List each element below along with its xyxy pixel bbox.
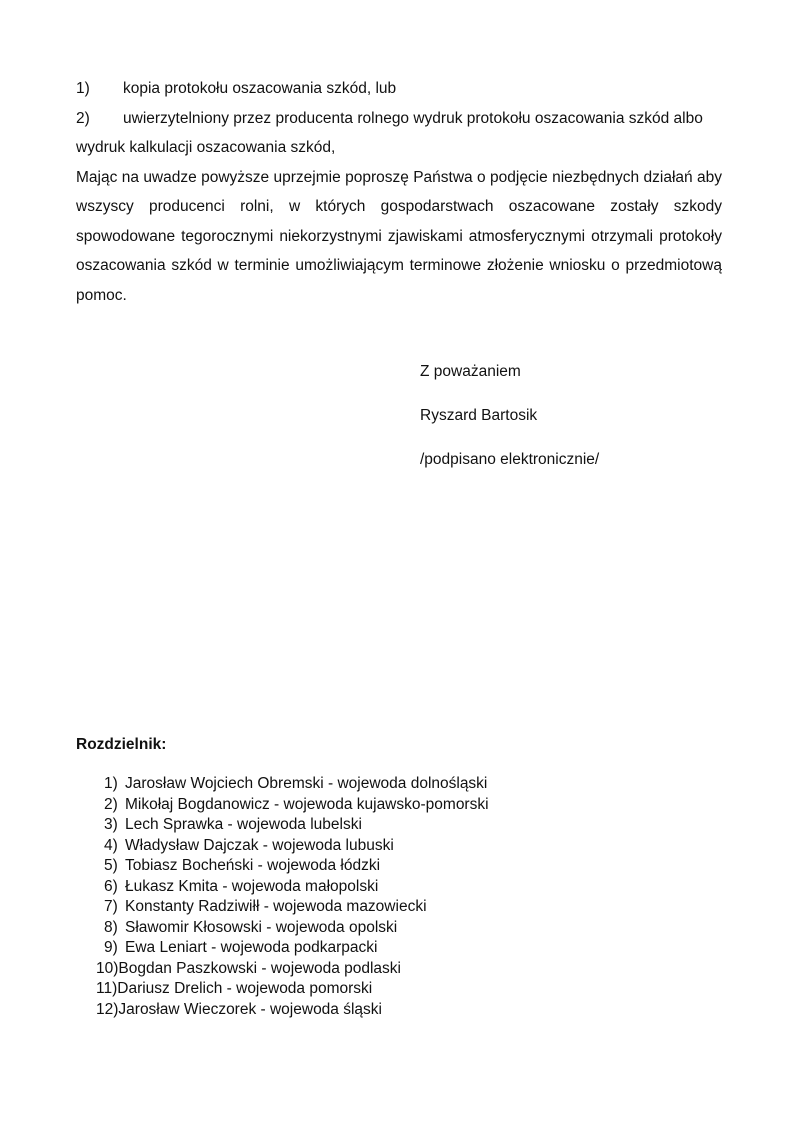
item-number: 3) (104, 816, 118, 833)
item-number: 4) (104, 836, 118, 854)
distribution-item (104, 836, 489, 857)
distribution-item (104, 897, 489, 918)
item-number: 1) (104, 775, 118, 792)
distribution-list (96, 774, 489, 1020)
item-number: 8) (104, 918, 118, 936)
item-number: 2) (104, 795, 118, 813)
item-text: Sławomir Kłosowski - wojewoda opolski (125, 918, 398, 936)
distribution-item (104, 938, 489, 959)
item-text: Bogdan Paszkowski - wojewoda podlaski (118, 959, 402, 977)
item-text: Mikołaj Bogdanowicz - wojewoda kujawsko-pomorski (125, 795, 489, 813)
signature-note: /podpisano elektronicznie/ (420, 451, 600, 468)
distribution-heading: Rozdzielnik: (76, 736, 167, 753)
item-text: Jarosław Wieczorek - wojewoda śląski (118, 1000, 382, 1018)
distribution-item (104, 918, 489, 939)
item-number: 5) (104, 857, 118, 874)
item-number: 11) (96, 980, 118, 997)
item-number: 10) (96, 959, 119, 977)
item-number: 12) (96, 1000, 119, 1018)
item-text: kopia protokołu oszacowania szkód, lub (123, 80, 397, 97)
item-number: 1) (76, 80, 90, 97)
item-text: Jarosław Wojciech Obremski - wojewoda dolnośląski (125, 775, 488, 792)
item-number: 6) (104, 877, 118, 895)
distribution-item (104, 774, 489, 795)
distribution-item (104, 815, 489, 836)
item-text: Władysław Dajczak - wojewoda lubuski (125, 836, 394, 854)
distribution-item (104, 877, 489, 898)
signatory-name: Ryszard Bartosik (420, 407, 538, 424)
item-text: uwierzytelniony przez producenta rolnego wydruk protokołu oszacowania szkód albo (123, 109, 703, 127)
item-continuation: wydruk kalkulacji oszacowania szkód, (76, 139, 336, 156)
item-number: 7) (104, 898, 118, 915)
item-text: Łukasz Kmita - wojewoda małopolski (125, 877, 379, 895)
numbered-item (76, 74, 722, 104)
item-number: 2) (76, 109, 90, 127)
item-text: Tobiasz Bocheński - wojewoda łódzki (125, 857, 381, 874)
distribution-item (104, 795, 489, 816)
distribution-item (104, 856, 489, 877)
item-text: Konstanty Radziwiłł - wojewoda mazowiecki (125, 898, 427, 915)
distribution-item (96, 1000, 489, 1021)
closing-text: Z poważaniem (420, 363, 521, 380)
main-paragraph: Mając na uwadze powyższe uprzejmie poproszę Państwa o podjęcie niezbędnych działań aby wszyscy producenci rolni, w których gospodarstwach oszacowane zostały szkody spowodowane tegorocznymi niekorzystnymi zjawiskami atmosferycznymi otrzymali protokoły oszacowania szkód w terminie umożliwiającym terminowe złożenie wniosku o przedmiotową pomoc. (76, 168, 722, 304)
distribution-item (96, 979, 489, 1000)
signature-block (420, 364, 599, 496)
numbered-item (76, 104, 722, 134)
letter-body (76, 74, 722, 310)
item-text: Lech Sprawka - wojewoda lubelski (125, 816, 362, 833)
item-text: Ewa Leniart - wojewoda podkarpacki (125, 939, 378, 956)
item-text: Dariusz Drelich - wojewoda pomorski (117, 980, 373, 997)
item-number: 9) (104, 939, 118, 956)
distribution-item (96, 959, 489, 980)
